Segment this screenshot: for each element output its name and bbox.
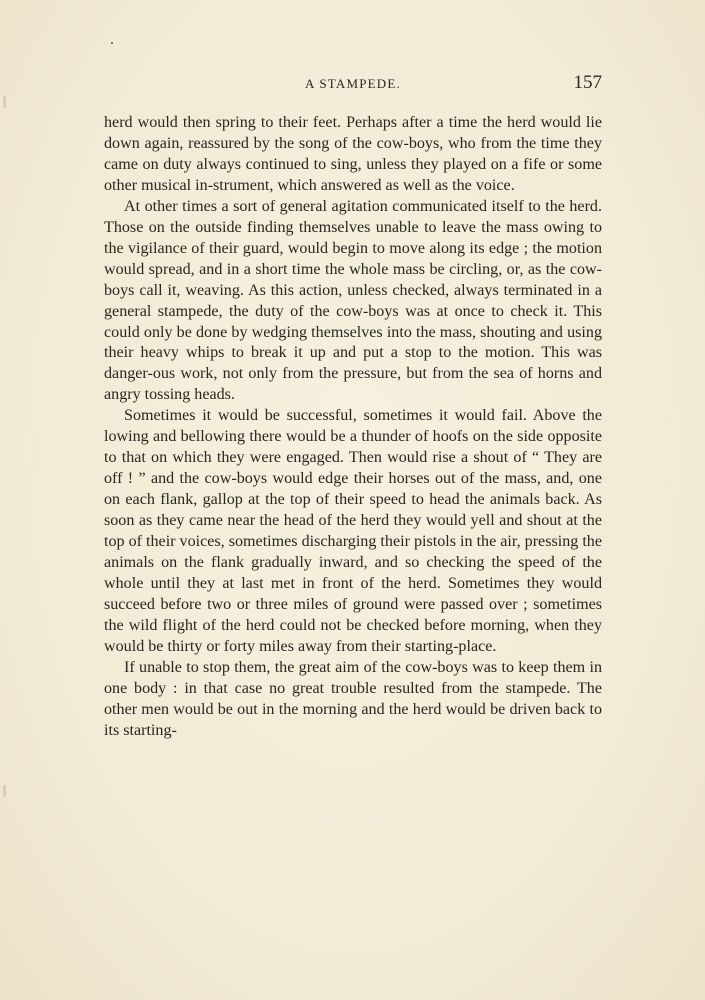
running-title: A STAMPEDE. <box>305 76 401 91</box>
ink-speck <box>111 42 113 44</box>
body-text <box>104 113 602 742</box>
page-edge-mark <box>3 96 6 108</box>
paragraph: Sometimes it would be successful, sometimes it would fail. Above the lowing and bellowing there would be a thunder of hoofs on the side opposite to that on which they were engaged. Then would rise a shout of “ They are off ! ” and the cow-boys would edge their horses out of the mass, and, one on each flank, gallop at the top of their speed to head the animals back. As soon as they came near the head of the herd they would yell and shout at the top of their voices, sometimes discharging their pistols in the air, pressing the animals on the flank gradually inward, and so checking the speed of the whole until they at last met in front of the herd. Sometimes they would succeed before two or three miles of ground were passed over ; sometimes the wild flight of the herd could not be checked before morning, when they would be thirty or forty miles away from their starting-place. <box>104 407 602 655</box>
page-number: 157 <box>573 72 602 93</box>
paragraph: At other times a sort of general agitation communicated itself to the herd. Those on the outside finding themselves unable to leave the mass owing to the vigilance of their guard, would begin to move along its edge ; the motion would spread, and in a short time the whole mass be circling, or, as the cow-boys call it, weaving. As this action, unless checked, always terminated in a general stampede, the duty of the cow-boys was at once to check it. This could only be done by wedging themselves into the mass, shouting and using their heavy whips to break it up and put a stop to the motion. This was danger-ous work, not only from the pressure, but from the sea of horns and angry tossing heads. <box>104 197 602 404</box>
paragraph: If unable to stop them, the great aim of the cow-boys was to keep them in one body : in that case no great trouble resulted from the stampede. The other men would be out in the morning and the herd would be driven back to its starting- <box>104 658 602 739</box>
running-head <box>104 72 602 96</box>
page-edge-mark <box>3 785 6 797</box>
paragraph: herd would then spring to their feet. Perhaps after a time the herd would lie down again, reassured by the song of the cow-boys, who from the time they came on duty always continued to sing, unless they played on a fife or some other musical in-strument, which answered as well as the voice. <box>104 114 602 194</box>
